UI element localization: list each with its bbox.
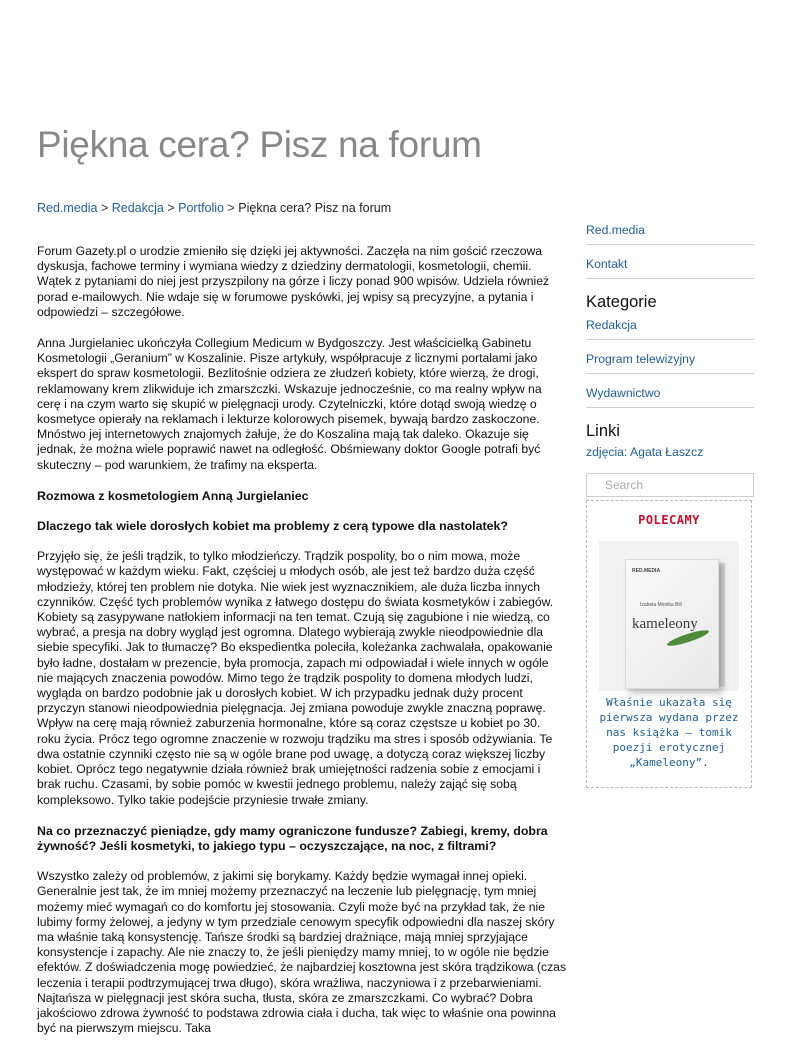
article-paragraph-intro-1: Forum Gazety.pl o urodzie zmieniło się dzięki jej aktywności. Zaczęła na nim gościć rzeczowa dyskusja, fachowe terminy i wymiana wiedzy z dziedziny dermatologii, kosmetologii, chemii. Wątek z pytaniami do niej jest przyszpilony na górze i liczy ponad 900 wpisów. Udziela również porad e-mailowych. Nie wdaje się w forumowe pyskówki, jej wpisy są precyzyjne, a pytania i odpowiedzi – szczegółowe. bbox=[37, 244, 550, 319]
sidebar-link-kontakt[interactable]: Kontakt bbox=[586, 255, 754, 279]
sidebar-link-red-media[interactable]: Red.media bbox=[586, 221, 754, 245]
sidebar-category-program-telewizyjny[interactable]: Program telewizyjny bbox=[586, 350, 754, 374]
sidebar-category-redakcja[interactable]: Redakcja bbox=[586, 316, 754, 340]
answer-1: Przyjęło się, że jeśli trądzik, to tylko młodzieńczy. Trądzik pospolity, bo o nim mowa, może występować w każdym wieku. Fakt, częściej u młodych osób, ale jest też bardzo duża część młodzieży, której ten problem nie dotyka. Nie wiek jest wyznacznikiem, ale duża liczba innych czynników. Część tych problemów wynika z łatwego dostępu do świata kosmetyków i zabiegów. Kobiety są zasypywane natłokiem informacji na ten temat. Czują się zagubione i nie wiedzą, co wybrać, a presja na dobry wygląd jest ogromna. Dlatego wybierają zwykle nieodpowiednie dla siebie specyfiki. Jak to tłumaczę? Bo ekspedientka poleciła, koleżanka zachwalała, opakowanie było ładne, dostałam w prezencie, była promocja, zapach mi odpowiadał i wiele innych w ogóle nie mających znaczenia powodów. Mimo tego że trądzik pospolity to domena młodych ludzi, wygląda on bardzo podobnie jak u dorosłych kobiet. W ich przypadku jednak duży procent przyczyn stanowi nieodpowiednia pielęgnacja. Jej zmiana powoduje zwykle znaczną poprawę. Wpływ na cerę mają również zaburzenia hormonalne, które są coraz częstsze u kobiet po 30. roku życia. Prócz tego ogromne znaczenie w rozwoju trądziku ma stres i sposób odżywiania. Te dwa ostatnie czynniki często nie są w ogóle brane pod uwagę, a dotyczą coraz większej liczby kobiet. Oprócz tego negatywnie działa również brak umiejętności radzenia sobie z emocjami i brak ruchu. Czasami, by sobie pomóc w kwestii jednego problemu, należy zająć się sobą kompleksowo. Tylko takie podejście przyniesie trwałe zmiany. bbox=[37, 549, 554, 807]
question-2: Na co przeznaczyć pieniądze, gdy mamy ograniczone fundusze? Zabiegi, kremy, dobra żywność? Jeśli kosmetyki, to jakiego typu – oczyszczające, na noc, z filtrami? bbox=[37, 823, 548, 853]
answer-2: Wszystko zależy od problemów, z jakimi się borykamy. Każdy będzie wymagał innej opieki. Generalnie jest tak, że im mniej możemy przeznaczyć na leczenie lub pielęgnację, tym mniej możemy mieć wymagań co do komfortu jej stosowania. Czyli może być na przykład tak, że nie lubimy formy żelowej, a jedyny w tym przedziale cenowym specyfik odpowiedni dla naszej skóry ma właśnie taką konsystencję. Tańsze środki są bardziej drażniące, mają mniej sprzyjające konsystencje i zapachy. Ale nie znaczy to, że jeśli pieniędzy mamy mniej, to w ogóle nie będzie efektów. Z doświadczenia mogę powiedzieć, że najbardziej kosztowna jest skóra trądzikowa (czas leczenia i terapii podtrzymującej trwa długo), skóra wrażliwa, naczyniowa i z przebarwieniami. Najtańsza w pielęgnacji jest skóra sucha, tłusta, skóra ze zmarszczkami. Co wybrać? Dobra jakościowo zdrowa żywność to podstawa zdrowia ciała i ducha, tak więc to właśnie ona powinna być na pierwszym miejscu. Taka bbox=[37, 869, 567, 1036]
breadcrumb-separator: > bbox=[100, 201, 109, 215]
promo-title: POLECAMY bbox=[638, 513, 700, 527]
breadcrumb-link-portfolio[interactable]: Portfolio bbox=[178, 201, 224, 215]
article-paragraph-intro-2: Anna Jurgielaniec ukończyła Collegium Medicum w Bydgoszczy. Jest właścicielką Gabinetu Kosmetologii „Geranium” w Koszalinie. Pisze artykuły, współpracuje z licznymi portalami jako ekspert do spraw kosmetologii. Bezlitośnie odziera ze złudzeń kobiety, które wierzą, że drogi, reklamowany krem zlikwiduje ich zmarszczki. Wskazuje jednocześnie, co ma realny wpływ na cerę i na czym warto się skupić w pielęgnacji urody. Czytelniczki, które dotąd swoją wiedzę o kosmetyce opierały na reklamach i lekturze kolorowych pisemek, bywają bardzo zaskoczone. Mnóstwo jej internetowych znajomych żałuje, że do Koszalina mają tak daleko. Okazuje się jednak, że można wiele poprawić nawet na odległość. Obśmiewany doktor Google potrafi być skuteczny – pod warunkiem, że trafimy na eksperta. bbox=[37, 336, 542, 472]
article-body bbox=[37, 244, 567, 1052]
breadcrumb-separator: > bbox=[227, 201, 235, 215]
book-cover bbox=[625, 559, 719, 689]
question-1: Dlaczego tak wiele dorosłych kobiet ma problemy z cerą typowe dla nastolatek? bbox=[37, 519, 508, 534]
breadcrumb-link-redakcja[interactable]: Redakcja bbox=[111, 201, 164, 215]
sidebar bbox=[586, 221, 754, 497]
breadcrumb-current: Piękna cera? Pisz na forum bbox=[238, 201, 392, 215]
sidebar-link-zdjecia[interactable]: zdjęcia: Agata Łaszcz bbox=[586, 445, 704, 459]
sidebar-heading-categories: Kategorie bbox=[586, 293, 657, 311]
book-author: Izabela Monika Bill bbox=[640, 602, 682, 608]
page-title: Piękna cera? Pisz na forum bbox=[37, 124, 482, 165]
breadcrumb bbox=[37, 201, 391, 215]
sidebar-category-wydawnictwo[interactable]: Wydawnictwo bbox=[586, 384, 754, 408]
search-input[interactable]: Search bbox=[586, 473, 754, 497]
book-title: kameleony bbox=[632, 616, 698, 632]
interview-heading: Rozmowa z kosmetologiem Anną Jurgielaniec bbox=[37, 488, 309, 503]
promo-text: Właśnie ukazała się pierwsza wydana przez nas książka – tomik poezji erotycznej „Kameleony”. bbox=[599, 696, 739, 769]
promo-box bbox=[586, 500, 752, 788]
book-publisher: RED.MEDIA bbox=[632, 568, 661, 574]
breadcrumb-separator: > bbox=[167, 201, 175, 215]
sidebar-heading-links: Linki bbox=[586, 422, 620, 440]
breadcrumb-link-red-media[interactable]: Red.media bbox=[37, 201, 98, 215]
book-cover-image[interactable] bbox=[599, 541, 739, 691]
